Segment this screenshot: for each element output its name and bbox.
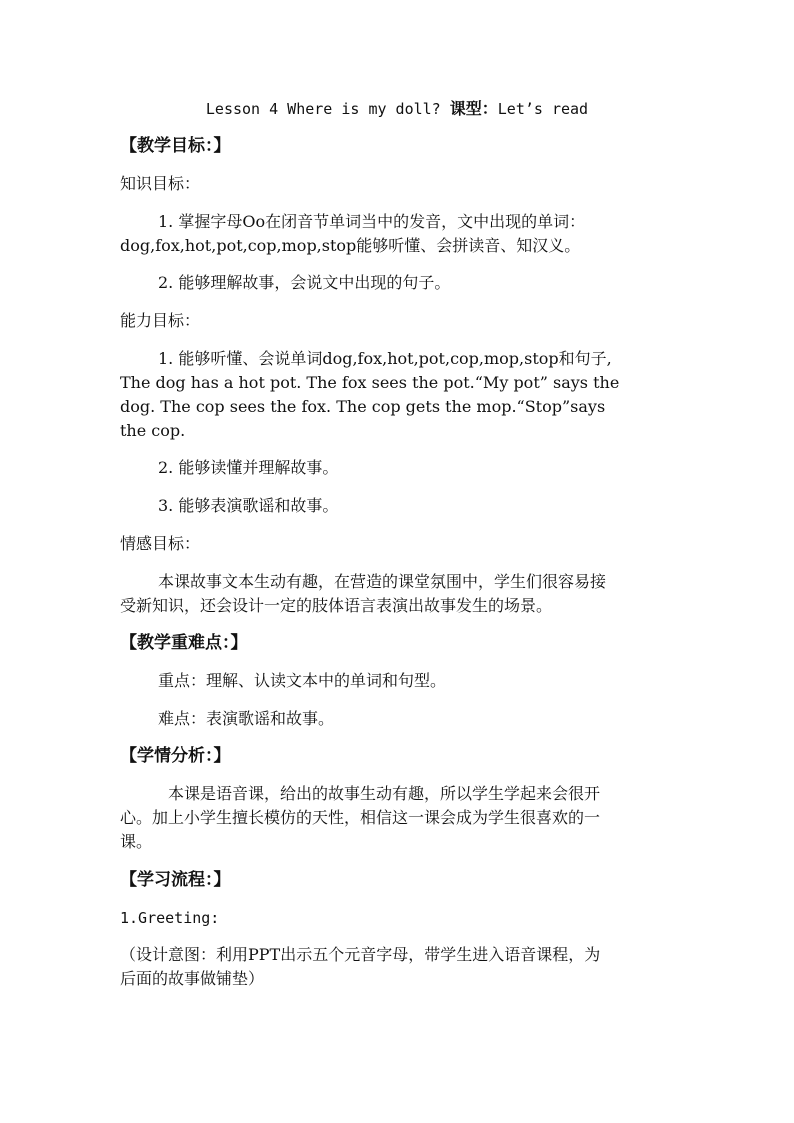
emotion-goal-line-2: 受新知识，还会设计一定的肢体语言表演出故事发生的场景。 [120, 596, 553, 615]
knowledge-goals-label: 知识目标： [120, 174, 201, 193]
analysis-line-3: 课。 [120, 832, 153, 851]
ability-goals-label: 能力目标： [120, 311, 201, 330]
ability-goal-1-line-3: dog. The cop sees the fox. The cop gets the mop.“Stop”says [120, 397, 606, 416]
title-type-label: 课型： [449, 99, 498, 118]
knowledge-goal-1-line-1: 1. 掌握字母Oo在闭音节单词当中的发音，文中出现的单词： [158, 212, 586, 231]
heading-student-analysis: 【学情分析：】 [120, 746, 231, 766]
key-point: 重点：理解、认读文本中的单词和句型。 [158, 671, 447, 690]
step-greeting: 1.Greeting: [120, 909, 220, 927]
design-intent-line-1: （设计意图：利用PPT出示五个元音字母，带学生进入语音课程，为 [120, 945, 601, 964]
knowledge-goal-2: 2. 能够理解故事，会说文中出现的句子。 [158, 273, 451, 292]
ability-goal-1-line-4: the cop. [120, 421, 186, 440]
analysis-line-1: 本课是语音课，给出的故事生动有趣，所以学生学起来会很开 [168, 784, 601, 803]
emotion-goals-label: 情感目标： [120, 534, 201, 553]
ability-goal-2: 2. 能够读懂并理解故事。 [158, 458, 339, 477]
heading-key-points: 【教学重难点：】 [120, 633, 248, 653]
hard-point: 难点：表演歌谣和故事。 [158, 709, 335, 728]
title-english: Lesson 4 Where is my doll? [205, 100, 450, 118]
heading-learning-process: 【学习流程：】 [120, 870, 231, 890]
title-type-value: Let’s read [497, 100, 589, 118]
lesson-title [0, 97, 794, 121]
design-intent-line-2: 后面的故事做铺垫） [120, 969, 265, 988]
ability-goal-1-line-2: The dog has a hot pot. The fox sees the pot.“My pot” says the [120, 373, 620, 392]
emotion-goal-line-1: 本课故事文本生动有趣，在营造的课堂氛围中，学生们很容易接 [158, 572, 607, 591]
analysis-line-2: 心。加上小学生擅长模仿的天性，相信这一课会成为学生很喜欢的一 [120, 808, 601, 827]
ability-goal-1-line-1: 1. 能够听懂、会说单词dog,fox,hot,pot,cop,mop,stop和句子, [158, 349, 612, 368]
knowledge-goal-1-line-2: dog,fox,hot,pot,cop,mop,stop能够听懂、会拼读音、知汉义。 [120, 236, 581, 255]
heading-teaching-goals: 【教学目标：】 [120, 136, 231, 156]
ability-goal-3: 3. 能够表演歌谣和故事。 [158, 496, 339, 515]
